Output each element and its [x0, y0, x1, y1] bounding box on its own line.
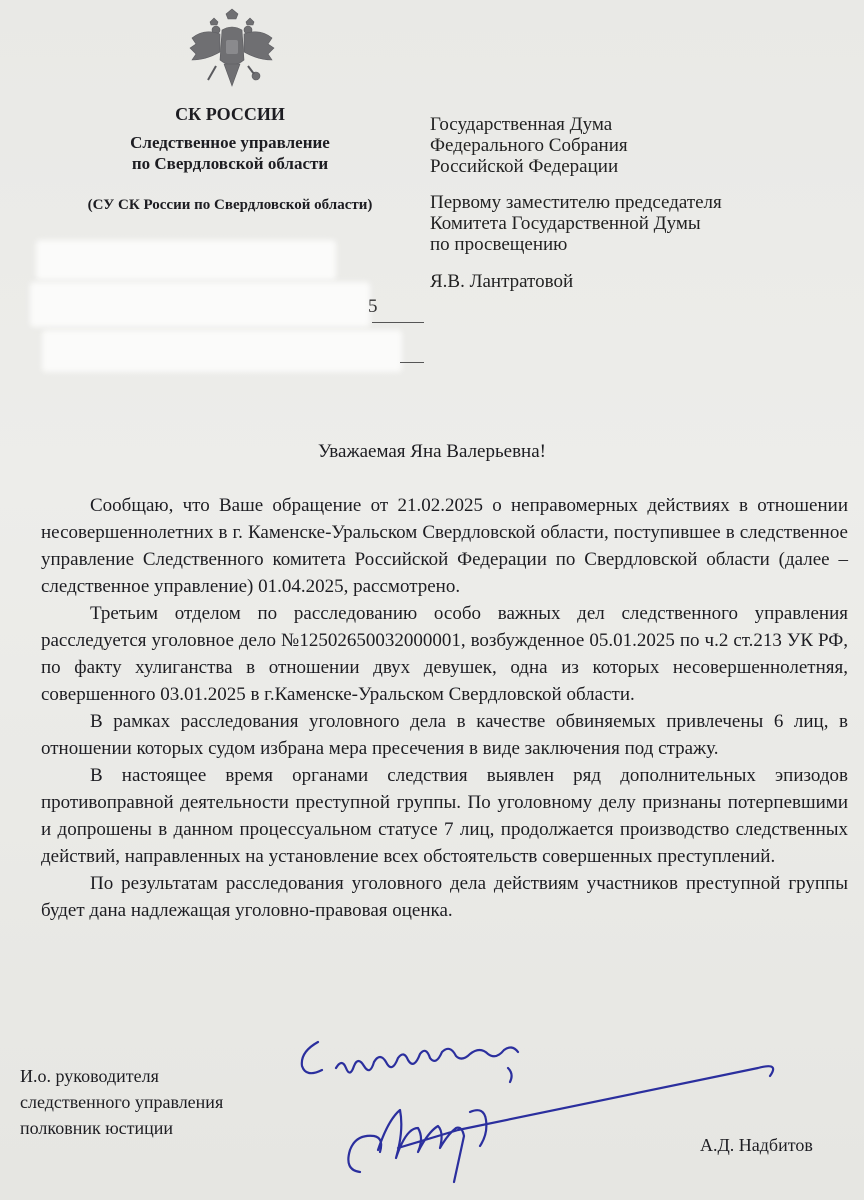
coat-of-arms-icon — [186, 8, 278, 96]
position-line: следственного управления — [20, 1092, 224, 1112]
redacted-area — [42, 330, 402, 372]
body-paragraph: Сообщаю, что Ваше обращение от 21.02.2025 о неправомерных действиях в отношении несовершеннолетних в г. Каменске-Уральском Свердловской области, поступившее в следственное управление Следственного комитета Российской Федерации по Свердловской области (далее – следственное управление) 01.04.2025, рассмотрено. — [41, 495, 848, 597]
recipient-name: Я.В. Лантратовой — [430, 271, 574, 292]
signature-mark — [348, 1066, 773, 1182]
signatory-position — [20, 1063, 223, 1141]
registration-fragment: 5 — [368, 296, 378, 317]
redacted-area — [30, 282, 370, 327]
body-paragraph: В рамках расследования уголовного дела в качестве обвиняемых привлечены 6 лиц, в отношении которых судом избрана мера пресечения в виде заключения под стражу. — [41, 711, 848, 759]
department-abbreviation: (СУ СК России по Свердловской области) — [87, 197, 373, 213]
recipient-institution: Государственная Дума Федерального Собрания Российской Федерации — [430, 114, 628, 177]
body-paragraph: В настоящее время органами следствия выявлен ряд дополнительных эпизодов противоправной деятельности преступной группы. По уголовному делу признаны потерпевшими и допрошены в данном процессуальном статусе 7 лиц, продолжается производство следственных действий, направленных на установление всех обстоятельств совершенных преступлений. — [41, 765, 848, 867]
redacted-area — [36, 240, 336, 280]
recipient-addressee: Первому заместителю председателя Комитета Государственной Думы по просвещению — [430, 192, 722, 255]
position-line: И.о. руководителя — [20, 1066, 159, 1086]
letter-body — [41, 492, 848, 924]
handwritten-note — [302, 1042, 518, 1082]
body-paragraph: Третьим отделом по расследованию особо важных дел следственного управления расследуется уголовное дело №12502650032000001, возбужденное 05.01.2025 по ч.2 ст.213 УК РФ, по факту хулиганства в отношении двух девушек, одна из которых несовершеннолетняя, совершенного 03.01.2025 в г.Каменске-Уральском Свердловской области. — [41, 603, 848, 705]
department-name: Следственное управление по Свердловской области — [130, 133, 330, 173]
position-line: полковник юстиции — [20, 1118, 174, 1138]
body-paragraph: По результатам расследования уголовного дела действиям участников преступной группы будет дана надлежащая уголовно-правовая оценка. — [41, 873, 848, 921]
registration-line — [400, 362, 424, 363]
greeting: Уважаемая Яна Валерьевна! — [318, 441, 546, 462]
org-title: СК РОССИИ — [175, 104, 285, 124]
signatory-name: А.Д. Надбитов — [700, 1135, 813, 1155]
registration-line — [372, 322, 424, 323]
